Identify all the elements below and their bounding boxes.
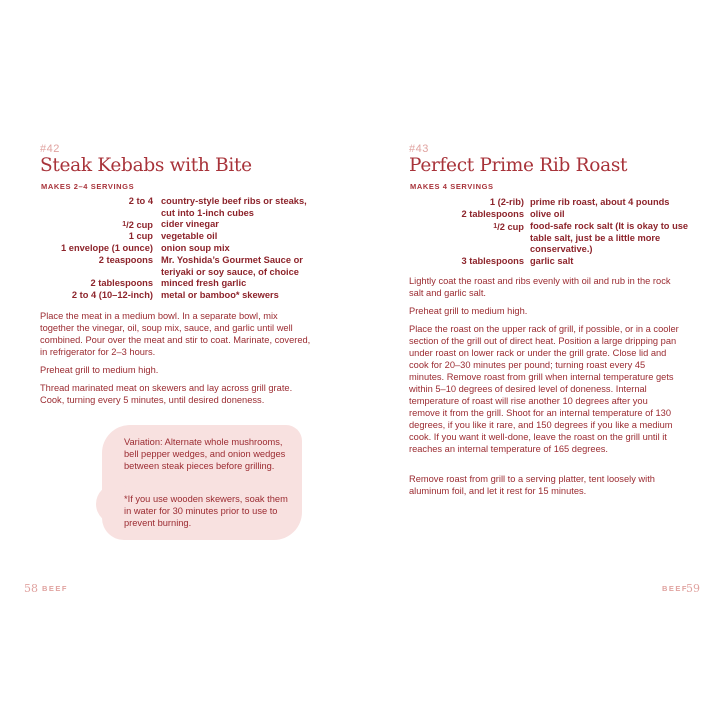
instruction-paragraph: Place the meat in a medium bowl. In a separate bowl, mix together the vinegar, oil, soup mix, sauce, and garlic until well combined. Pour over the meat and stir to coat. Marinate, covered, in refrigerator for 2–3 hours. bbox=[40, 311, 311, 357]
ingredient-qty-fraction: 1 bbox=[122, 221, 127, 228]
ingredient-qty: 2 tablespoons bbox=[461, 209, 524, 219]
ingredient-qty: 1 cup bbox=[128, 231, 153, 241]
ingredient-item: garlic salt bbox=[530, 256, 574, 266]
ingredient-qty: 2 to 4 bbox=[128, 196, 153, 206]
ingredient-qty: 1 (2-rib) bbox=[489, 197, 524, 207]
recipe-title: Steak Kebabs with Bite bbox=[40, 155, 252, 176]
ingredient-item: Mr. Yoshida’s Gourmet Sauce or teriyaki or soy sauce, of choice bbox=[161, 255, 303, 277]
ingredient-item: vegetable oil bbox=[161, 231, 218, 241]
ingredient-item: country-style beef ribs or steaks, cut into 1-inch cubes bbox=[161, 196, 307, 218]
ingredient-qty-unit: /2 cup bbox=[497, 222, 524, 232]
ingredient-item: prime rib roast, about 4 pounds bbox=[530, 197, 670, 207]
ingredient-qty-unit: /2 cup bbox=[126, 220, 153, 230]
ingredient-qty: 3 tablespoons bbox=[461, 256, 524, 266]
section-label: BEEF bbox=[42, 584, 69, 593]
servings: MAKES 2–4 SERVINGS bbox=[41, 182, 135, 191]
page-number: 59 bbox=[686, 582, 700, 595]
page-number: 58 bbox=[24, 582, 38, 595]
right-page bbox=[360, 0, 720, 720]
instruction-paragraph: Place the roast on the upper rack of grill, if possible, or in a cooler section of the grill out of direct heat. Position a large dripping pan under roast on lower rack or under the grill grate. Close lid and cook for 20–30 minutes per pound; turning roast every 45 minutes. Remove roast from grill when internal temperature gets within 5–10 degrees of desired level of doneness. Internal temperature of roast will rise another 10 degrees after you remove it from the grill. Shoot for an internal temperature of 130 degrees, if you like it rare, and 150 degrees if you like a medium cook. If you want it well-done, leave the roast on the grill until it reaches an internal temperature of 165 degrees. bbox=[409, 324, 679, 454]
ingredient-item: metal or bamboo* skewers bbox=[161, 290, 279, 300]
instruction-paragraph: Preheat grill to medium high. bbox=[409, 306, 528, 316]
recipe-number: #42 bbox=[40, 143, 60, 155]
ingredient-qty: 2 teaspoons bbox=[98, 255, 153, 265]
recipe-title: Perfect Prime Rib Roast bbox=[409, 155, 628, 176]
ingredient-qty bbox=[493, 221, 524, 234]
instruction-paragraph: Lightly coat the roast and ribs evenly with oil and rub in the rock salt and garlic salt. bbox=[409, 276, 671, 298]
skewer-note: *If you use wooden skewers, soak them in water for 30 minutes prior to use to prevent burning. bbox=[124, 494, 288, 528]
ingredient-qty: 1 envelope (1 ounce) bbox=[61, 243, 153, 253]
ingredient-qty-fraction: 1 bbox=[493, 223, 498, 230]
instruction-paragraph: Preheat grill to medium high. bbox=[40, 365, 159, 375]
recipe-number: #43 bbox=[409, 143, 429, 155]
ingredient-item: onion soup mix bbox=[161, 243, 230, 253]
ingredient-item: cider vinegar bbox=[161, 219, 219, 229]
ingredient-qty: 2 to 4 (10–12-inch) bbox=[71, 290, 153, 300]
ingredient-item: olive oil bbox=[530, 209, 565, 219]
servings: MAKES 4 SERVINGS bbox=[410, 182, 494, 191]
variation-note: Variation: Alternate whole mushrooms, bell pepper wedges, and onion wedges between steak pieces before grilling. bbox=[124, 437, 286, 471]
ingredient-item: minced fresh garlic bbox=[161, 278, 247, 288]
instruction-paragraph: Thread marinated meat on skewers and lay across grill grate. Cook, turning every 5 minutes, until desired doneness. bbox=[40, 383, 293, 405]
section-label: BEEF bbox=[662, 584, 689, 593]
ingredient-qty: 2 tablespoons bbox=[90, 278, 153, 288]
ingredient-qty bbox=[122, 219, 153, 232]
instruction-paragraph: Remove roast from grill to a serving platter, tent loosely with aluminum foil, and let it rest for 15 minutes. bbox=[409, 474, 655, 496]
ingredient-item: food-safe rock salt (It is okay to use table salt, just be a little more conservative.) bbox=[530, 221, 689, 254]
